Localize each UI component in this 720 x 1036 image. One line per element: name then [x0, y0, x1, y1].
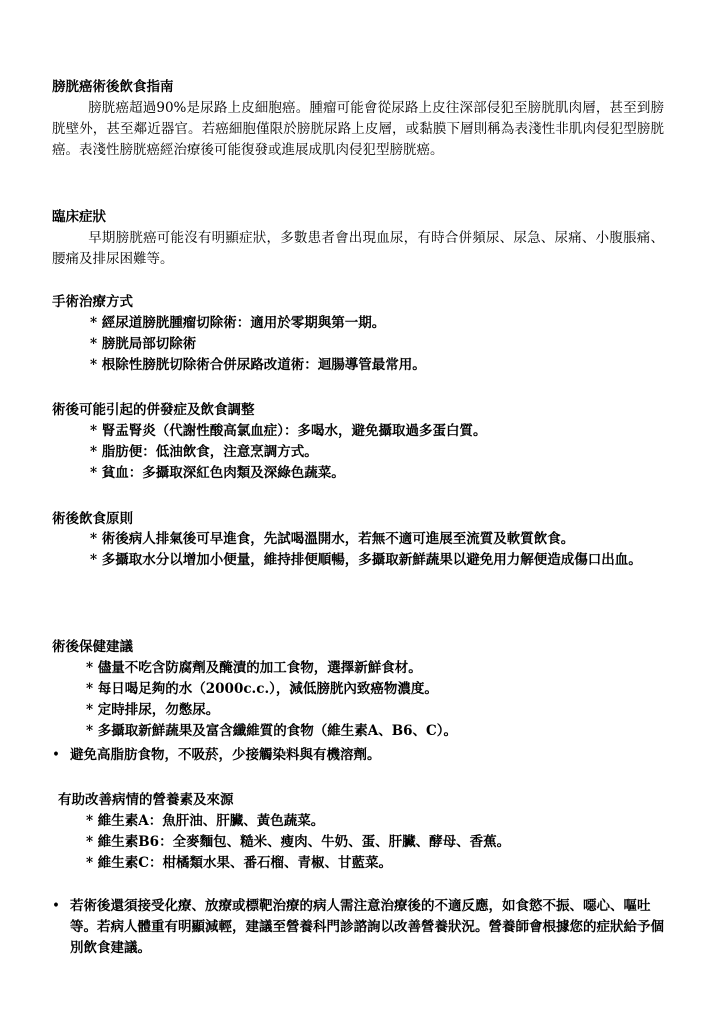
surgery-list [90, 313, 426, 376]
clinical-heading: 臨床症狀 [52, 209, 106, 225]
complications-list [90, 421, 487, 484]
list-item: * 經尿道膀胱腫瘤切除術：適用於零期與第一期。 [90, 315, 386, 331]
document-title: 膀胱癌術後飲食指南 [52, 79, 174, 95]
list-item: * 脂肪便：低油飲食，注意烹調方式。 [90, 444, 318, 460]
clinical-paragraph [52, 228, 664, 270]
health-heading: 術後保健建議 [52, 639, 133, 655]
list-item: * 維生素C：柑橘類水果、番石榴、青椒、甘藍菜。 [86, 855, 393, 871]
surgery-heading: 手術治療方式 [52, 294, 133, 310]
principles-heading: 術後飲食原則 [52, 511, 133, 527]
health-list [86, 658, 457, 742]
health-bullet-text: 避免高脂肪食物，不吸菸，少接觸染料與有機溶劑。 [70, 747, 381, 763]
bullet-icon: • [52, 898, 60, 914]
intro-paragraph [52, 98, 664, 161]
health-bullet-item [52, 745, 664, 766]
list-item: * 定時排尿，勿憋尿。 [86, 702, 220, 718]
list-item: * 根除性膀胱切除術合併尿路改道術：迴腸導管最常用。 [90, 357, 426, 373]
clinical-text: 早期膀胱癌可能沒有明顯症狀，多數患者會出現血尿，有時合併頻尿、尿急、尿痛、小腹脹痛、腰痛及排尿困難等。 [52, 230, 664, 267]
final-bullet-item [52, 896, 664, 959]
list-item: * 每日喝足夠的水（2000c.c.），減低膀胱內致癌物濃度。 [86, 681, 438, 697]
list-item: * 多攝取新鮮蔬果及富含纖維質的食物（維生素A、B6、C）。 [86, 723, 458, 739]
nutrients-heading: 有助改善病情的營養素及來源 [58, 792, 234, 808]
list-item: * 膀胱局部切除術 [90, 336, 197, 352]
list-item: * 維生素B6：全麥麵包、糙米、瘦肉、牛奶、蛋、肝臟、酵母、香蕉。 [86, 834, 511, 850]
nutrients-list [86, 811, 510, 874]
list-item: * 貧血：多攝取深紅色肉類及深綠色蔬菜。 [90, 465, 345, 481]
bullet-icon: • [52, 747, 60, 763]
list-item: * 腎盂腎炎（代謝性酸高氯血症）：多喝水，避免攝取過多蛋白質。 [90, 423, 487, 439]
complications-heading: 術後可能引起的併發症及飲食調整 [52, 402, 255, 418]
intro-text: 膀胱癌超過90%是尿路上皮細胞癌。腫瘤可能會從尿路上皮往深部侵犯至膀胱肌肉層，甚至到膀胱壁外，甚至鄰近器官。若癌細胞僅限於膀胱尿路上皮層，或黏膜下層則稱為表淺性非肌肉侵犯型膀胱癌。表淺性膀胱癌經治療後可能復發或進展成肌肉侵犯型膀胱癌。 [52, 100, 664, 158]
list-item: * 維生素A：魚肝油、肝臟、黃色蔬菜。 [86, 813, 325, 829]
final-note-text: 若術後還須接受化療、放療或標靶治療的病人需注意治療後的不適反應，如食慾不振、噁心、嘔吐等。若病人體重有明顯減輕，建議至營養科門診諮詢以改善營養狀況。營養師會根據您的症狀給予個別飲食建議。 [70, 898, 664, 956]
list-item: * 儘量不吃含防腐劑及醃漬的加工食物，選擇新鮮食材。 [86, 660, 422, 676]
list-item: * 術後病人排氣後可早進食，先試喝溫開水，若無不適可進展至流質及軟質飲食。 [90, 531, 575, 547]
list-item: * 多攝取水分以增加小便量，維持排便順暢，多攝取新鮮蔬果以避免用力解便造成傷口出血。 [90, 552, 642, 568]
principles-list [90, 529, 664, 571]
